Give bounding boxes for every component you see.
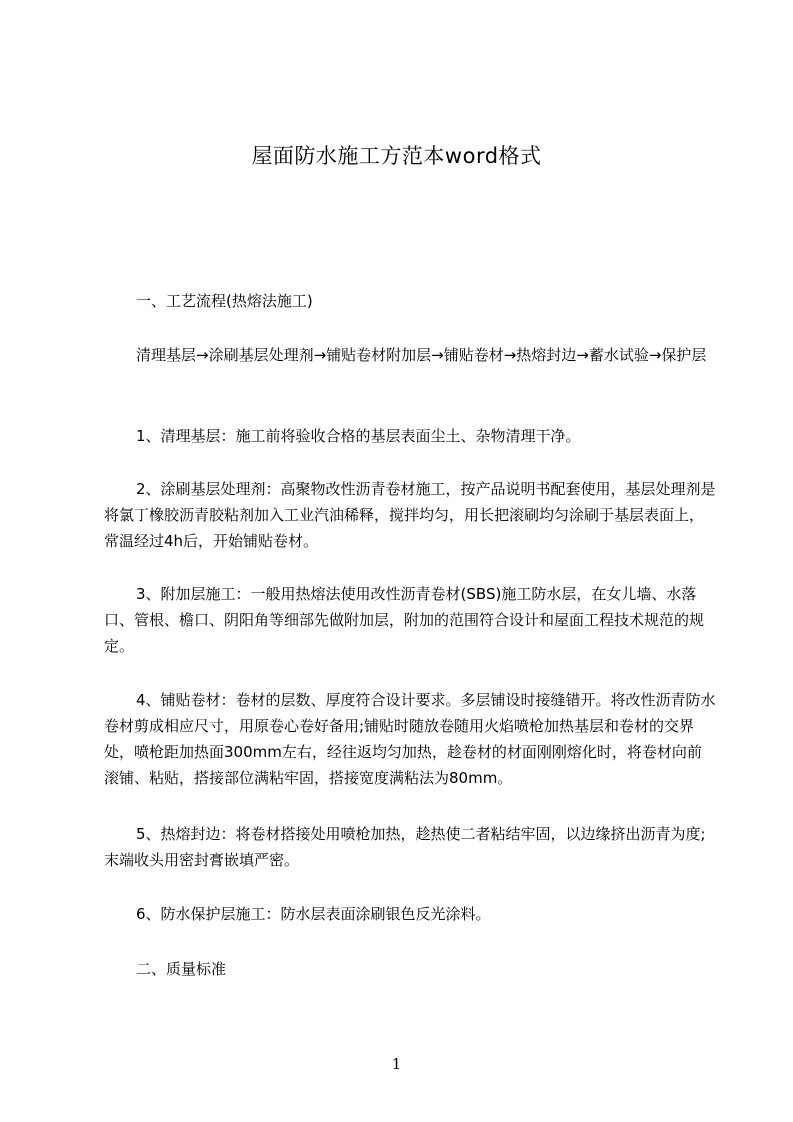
step-paragraph-5: 5、热熔封边：将卷材搭接处用喷枪加热，趁热使二者粘结牢固，以边缘挤出沥青为度;末端收头用密封膏嵌填严密。 xyxy=(104,825,706,869)
step-paragraph-2: 2、涂刷基层处理剂：高聚物改性沥青卷材施工，按产品说明书配套使用，基层处理剂是将氯丁橡胶沥青胶粘剂加入工业汽油稀释，搅拌均匀，用长把滚刷均匀涂刷于基层表面上，常温经过4h后，开始铺贴卷材。 xyxy=(104,480,716,550)
step-paragraph-1: 1、清理基层：施工前将验收合格的基层表面尘土、杂物清理干净。 xyxy=(136,427,581,445)
step-paragraph-3: 3、附加层施工：一般用热熔法使用改性沥青卷材(SBS)施工防水层，在女儿墙、水落口、管根、檐口、阴阳角等细部先做附加层，附加的范围符合设计和屋面工程技术规范的规定。 xyxy=(104,585,705,655)
step-paragraph-6: 6、防水保护层施工：防水层表面涂刷银色反光涂料。 xyxy=(136,905,491,923)
page-number: 1 xyxy=(391,1055,402,1073)
document-title: 屋面防水施工方范本word格式 xyxy=(251,144,542,168)
section-heading-quality: 二、质量标准 xyxy=(136,960,227,978)
step-paragraph-4: 4、铺贴卷材：卷材的层数、厚度符合设计要求。多层铺设时接缝错开。将改性沥青防水卷材剪成相应尺寸，用原卷心卷好备用;铺贴时随放卷随用火焰喷枪加热基层和卷材的交界处，喷枪距加热面300mm左右，经往返均匀加热，趁卷材的材面刚刚熔化时，将卷材向前滚铺、粘贴，搭接部位满粘牢固，搭接宽度满粘法为80mm。 xyxy=(104,691,716,787)
section-heading-process: 一、工艺流程(热熔法施工) xyxy=(136,292,313,310)
process-flow-paragraph: 清理基层→涂刷基层处理剂→铺贴卷材附加层→铺贴卷材→热熔封边→蓄水试验→保护层 xyxy=(136,346,707,364)
